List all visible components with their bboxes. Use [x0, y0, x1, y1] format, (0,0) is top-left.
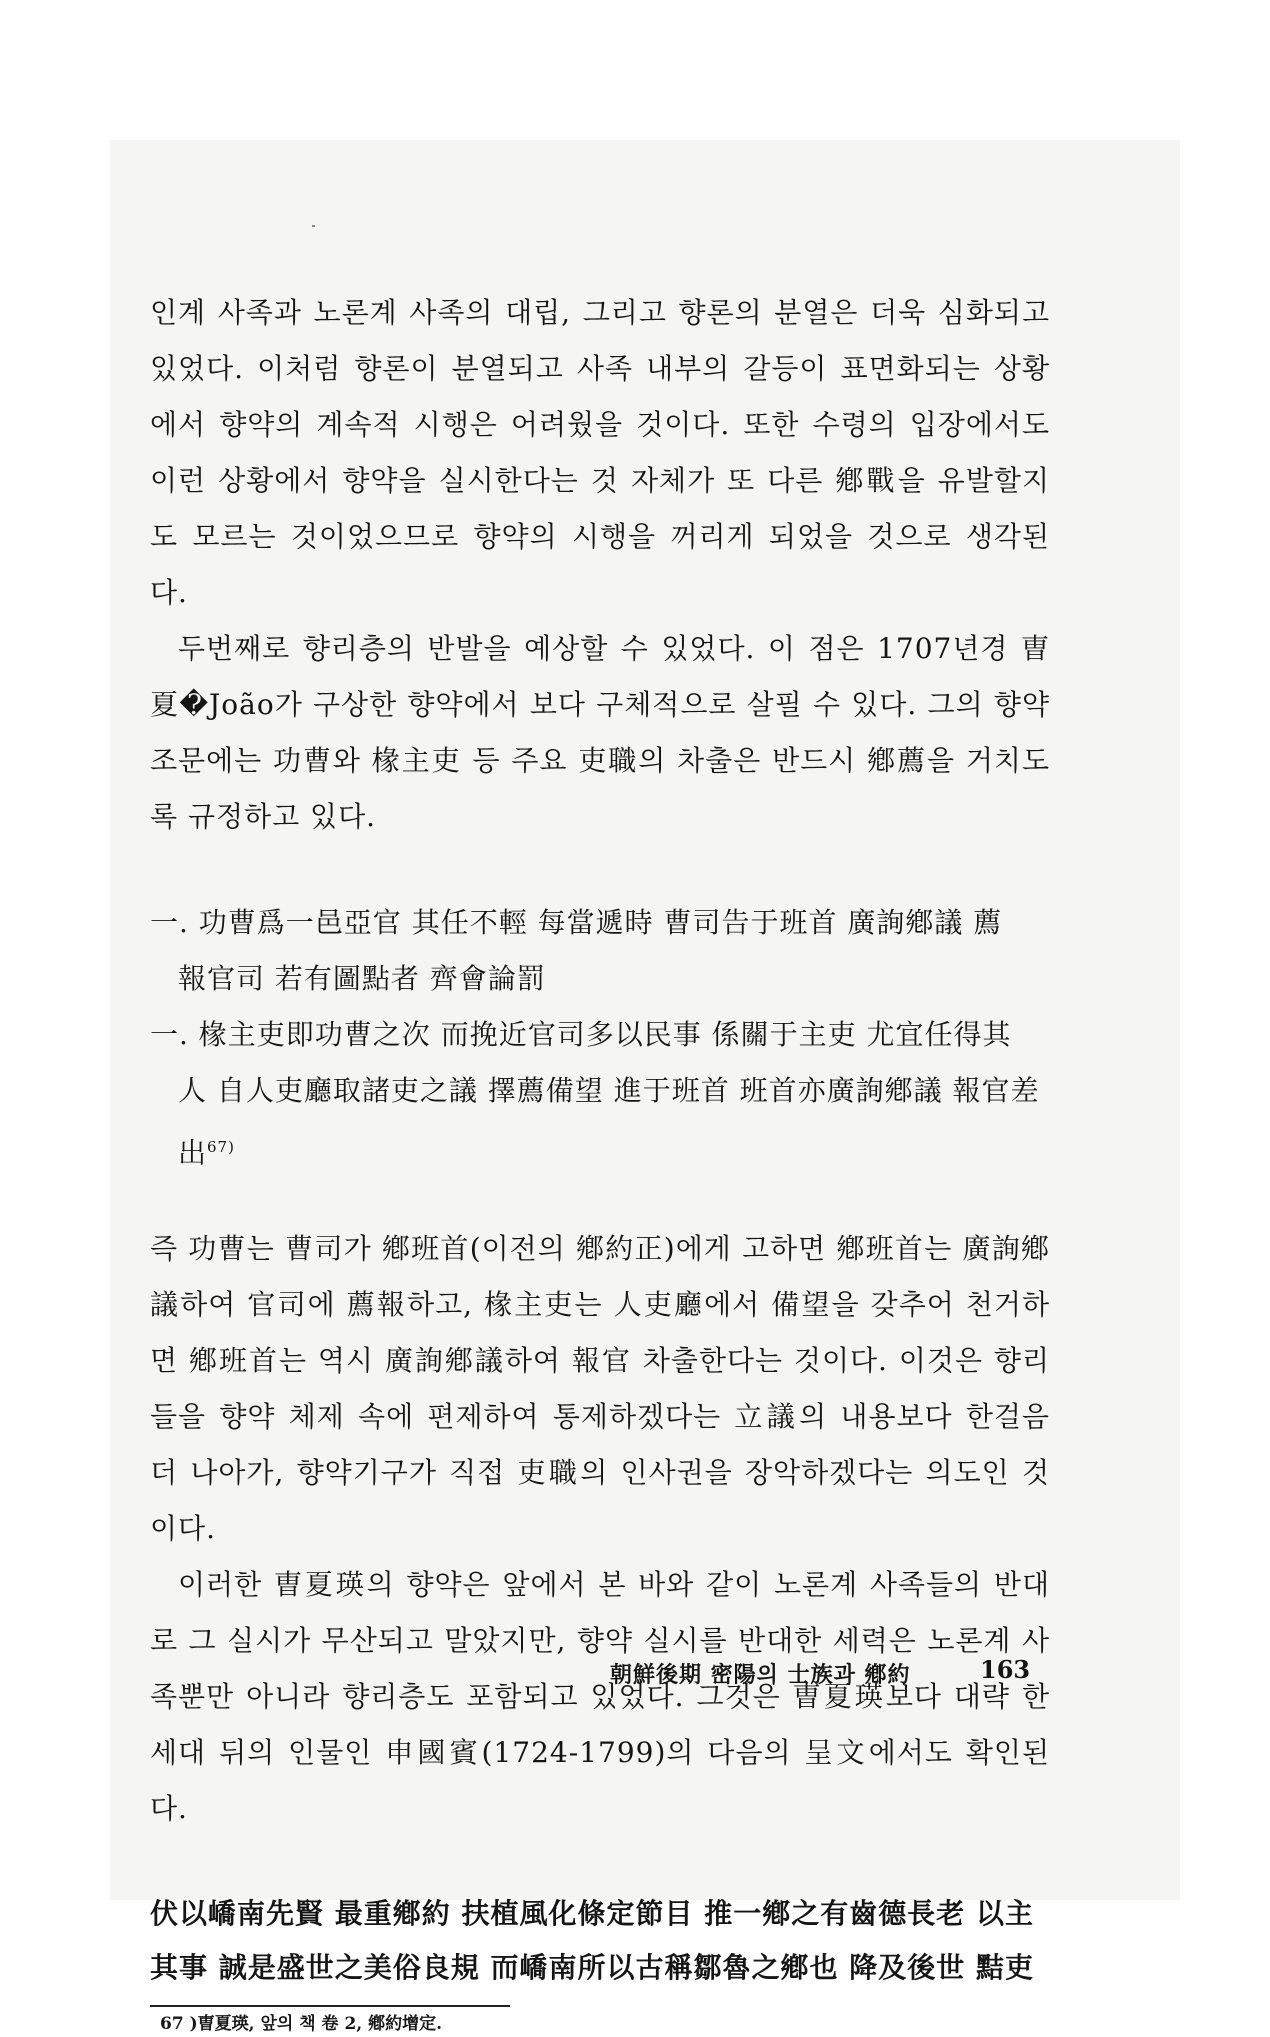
- footnote-rule: [150, 2005, 510, 2007]
- quote-line: 報官司 若有圖點者 齊會論罰: [178, 962, 546, 995]
- page-number: 163: [980, 1655, 1031, 1684]
- hanja-line: 伏以嶠南先賢 最重鄕約 扶植風化條定節目 推一鄕之有齒德長老 以主: [150, 1897, 1034, 1931]
- quote-line: 人 自人吏廳取諸吏之議 擇薦備望 進于班首 班首亦廣詢鄕議 報官差: [178, 1074, 1040, 1107]
- hanja-quotation: [150, 1887, 1050, 1995]
- quotation-block: [150, 895, 1050, 1181]
- hanja-line: 其事 誠是盛世之美俗良規 而嶠南所以古稱鄒魯之鄕也 降及後世 黠吏: [150, 1951, 1034, 1985]
- quote-line: 一. 椽主吏即功曹之次 而挽近官司多以民事 係關于主吏 尤宜任得其: [150, 1018, 1012, 1051]
- paragraph-2: 두번째로 향리층의 반발을 예상할 수 있었다. 이 점은 1707년경 曺夏�João가 구상한 향약에서 보다 구체적으로 살필 수 있다. 그의 향약조문에는 功曹와 椽主吏 등 주요 吏職의 차출은 반드시 鄕薦을 거치도록 규정하고 있다.: [150, 632, 1050, 833]
- footnote-marker: 67): [207, 1138, 235, 1156]
- running-head: 朝鮮後期 密陽의 士族과 鄕約: [610, 1662, 911, 1688]
- paragraph-3: 즉 功曹는 曹司가 鄕班首(이전의 鄕約正)에게 고하면 鄕班首는 廣詢鄕議하여 官司에 薦報하고, 椽主吏는 人吏廳에서 備望을 갖추어 천거하면 鄕班首는 역시 廣詢鄕議하여 報官 차출한다는 것이다. 이것은 향리들을 향약 체제 속에 편제하여 통제하겠다는 立議의 내용보다 한걸음 더 나아가, 향약기구가 직접 吏職의 인사권을 장악하겠다는 의도인 것이다.: [150, 1232, 1050, 1546]
- quote-text: 出: [178, 1136, 208, 1170]
- footnote: 67 )曺夏瑛, 앞의 책 卷 2, 鄕約增定.: [160, 2014, 443, 2035]
- quote-line: 一. 功曹爲一邑亞官 其任不輕 每當遞時 曹司告于班首 廣詢鄕議 薦: [150, 906, 1003, 939]
- paragraph-4: 이러한 曺夏瑛의 향약은 앞에서 본 바와 같이 노론계 사족들의 반대로 그 실시가 무산되고 말았지만, 향약 실시를 반대한 세력은 노론계 사족뿐만 아니라 향리층도 포함되고 있었다. 그것은 曺夏瑛보다 대략 한 세대 뒤의 인물인 申國賓(1724-1799)의 다음의 呈文에서도 확인된다.: [150, 1568, 1050, 1826]
- page-body: [150, 285, 1050, 2037]
- speck: [312, 225, 315, 227]
- quote-line: [150, 1119, 1050, 1181]
- paragraph-1: 인계 사족과 노론계 사족의 대립, 그리고 향론의 분열은 더욱 심화되고 있었다. 이처럼 향론이 분열되고 사족 내부의 갈등이 표면화되는 상황에서 향약의 계속적 시행은 어려웠을 것이다. 또한 수령의 입장에서도 이런 상황에서 향약을 실시한다는 것 자체가 또 다른 鄕戰을 유발할지도 모르는 것이었으므로 향약의 시행을 꺼리게 되었을 것으로 생각된다.: [150, 296, 1050, 609]
